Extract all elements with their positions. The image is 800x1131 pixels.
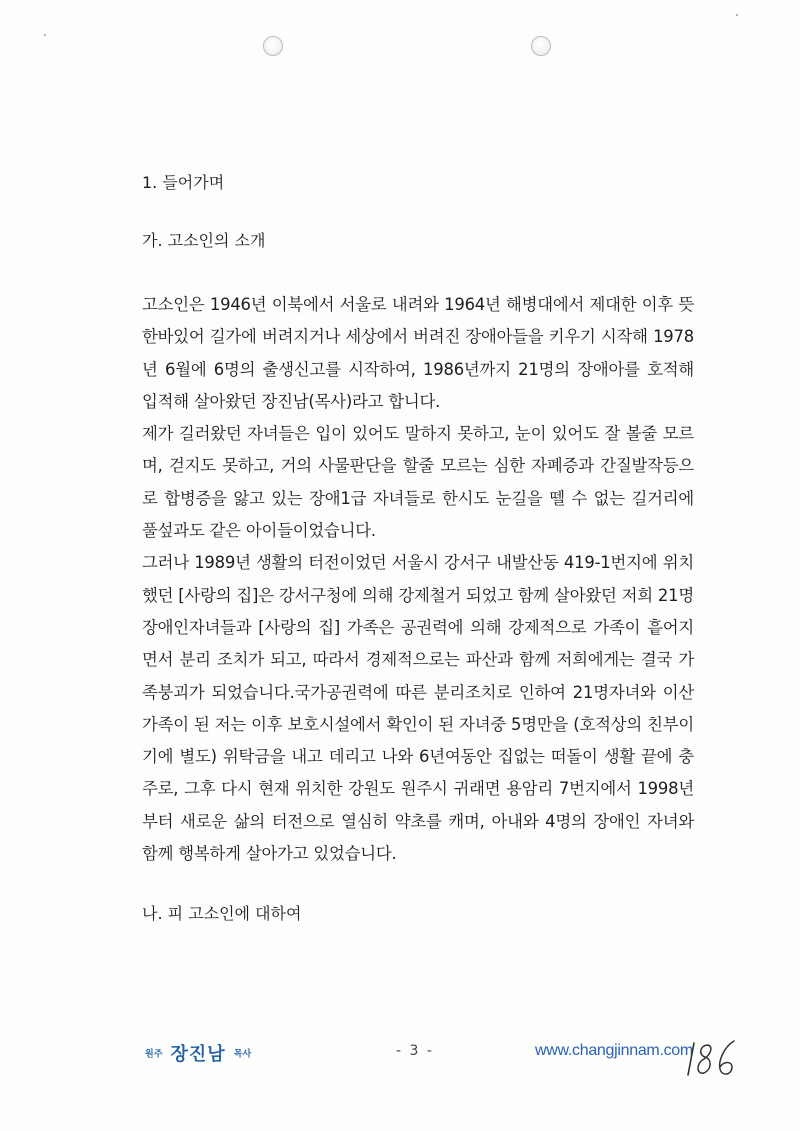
punch-hole-left bbox=[263, 36, 283, 56]
paragraph-3: 그러나 1989년 생활의 터전이었던 서울시 강서구 내발산동 419-1번지에 위치했던 [사랑의 집]은 강서구청에 의해 강제철거 되었고 함께 살아왔던 저희 21명 장애인자녀들과 [사랑의 집] 가족은 공권력에 의해 강제적으로 가족이 흩어지면서 분리 조치가 되고, 따라서 경제적으로는 파산과 함께 저희에게는 결국 가족붕괴가 되었습니다.국가공권력에 따른 분리조치로 인하여 21명자녀와 이산가족이 된 저는 이후 보호시설에서 확인이 된 자녀중 5명만을 (호적상의 친부이기에 별도) 위탁금을 내고 데리고 나와 6년여동안 집없는 떠돌이 생활 끝에 충주로, 그후 다시 현재 위치한 강원도 원주시 귀래면 용암리 7번지에서 1998년부터 새로운 삶의 터전으로 열심히 약초를 캐며, 아내와 4명의 장애인 자녀와 함께 행복하게 살아가고 있었습니다. bbox=[142, 553, 694, 864]
intro-heading: 1. 들어가며 bbox=[142, 173, 225, 192]
website-link[interactable]: www.changjinnam.com bbox=[535, 1042, 693, 1059]
scan-speck bbox=[44, 34, 46, 36]
page-number: - 3 - bbox=[396, 1043, 434, 1059]
footer-logo bbox=[145, 1040, 251, 1066]
logo-name: 장진남 bbox=[170, 1044, 226, 1065]
punch-hole-right bbox=[531, 36, 551, 56]
respondent-heading: 나. 피 고소인에 대하여 bbox=[142, 904, 302, 924]
logo-prefix: 원주 bbox=[145, 1049, 163, 1060]
handwritten-page-number bbox=[686, 1037, 746, 1079]
scan-speck bbox=[736, 14, 738, 16]
paragraph-2: 제가 길러왔던 자녀들은 입이 있어도 말하지 못하고, 눈이 있어도 잘 볼줄 모르며, 걷지도 못하고, 거의 사물판단을 할줄 모르는 심한 자폐증과 간질발작등으로 합병증을 앓고 있는 장애1급 자녀들로 한시도 눈길을 뗄 수 없는 길거리에 풀섶과도 같은 아이들이었습니다. bbox=[142, 424, 694, 541]
page-footer bbox=[0, 1037, 800, 1077]
document-body bbox=[142, 169, 694, 928]
logo-suffix: 목사 bbox=[233, 1049, 252, 1060]
paragraph-1: 고소인은 1946년 이북에서 서울로 내려와 1964년 해병대에서 제대한 이후 뜻한바있어 길가에 버려지거나 세상에서 버려진 장애아들을 키우기 시작해 1978년 6월에 6명의 출생신고를 시작하여, 1986년까지 21명의 장애아를 호적해 입적해 살아왔던 장진남(목사)라고 합니다. bbox=[142, 295, 694, 411]
complainant-heading: 가. 고소인의 소개 bbox=[142, 231, 266, 250]
complainant-paragraphs bbox=[142, 289, 694, 870]
